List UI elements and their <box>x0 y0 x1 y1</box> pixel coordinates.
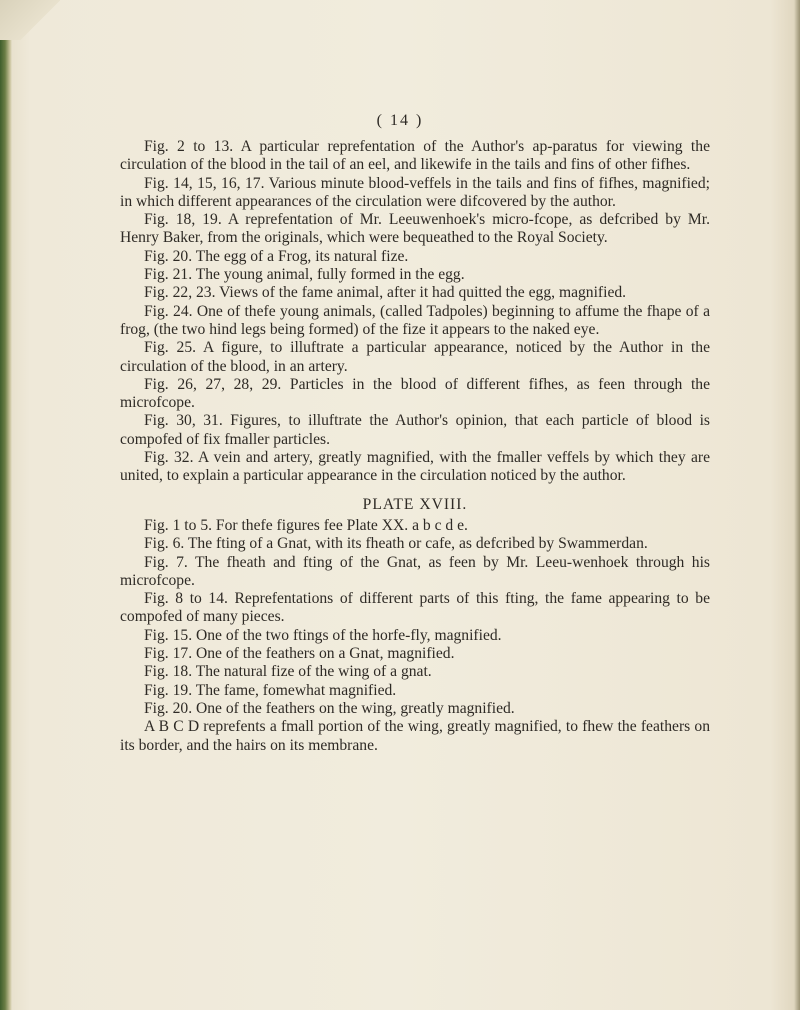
figure-description: Fig. 8 to 14. Reprefentations of different parts of this fting, the fame appearing to be compofed of many pieces. <box>120 590 710 626</box>
figure-description: Fig. 7. The fheath and fting of the Gnat, as feen by Mr. Leeu-wenhoek through his microfcope. <box>120 553 710 589</box>
page-body <box>120 138 710 755</box>
figure-description: Fig. 1 to 5. For thefe figures fee Plate XX. a b c d e. <box>144 516 468 534</box>
page-binding-edge <box>0 0 12 1010</box>
figure-description: Fig. 15. One of the two ftings of the horfe-fly, magnified. <box>144 626 502 644</box>
figure-description: Fig. 6. The fting of a Gnat, with its fheath or cafe, as defcribed by Swammerdan. <box>144 535 648 553</box>
figure-description: Fig. 18. The natural fize of the wing of a gnat. <box>144 663 432 681</box>
plate-heading: PLATE XVIII. <box>362 495 468 513</box>
page-right-edge <box>794 0 800 1010</box>
figure-description: Fig. 17. One of the feathers on a Gnat, magnified. <box>144 645 455 663</box>
figure-description: Fig. 18, 19. A reprefentation of Mr. Leeuwenhoek's micro-fcope, as defcribed by Mr. Henry Baker, from the originals, which were bequeathed to the Royal Society. <box>120 211 710 247</box>
figure-description: A B C D reprefents a fmall portion of the wing, greatly magnified, to fhew the feathers on its border, and the hairs on its membrane. <box>120 718 710 754</box>
figure-description: Fig. 26, 27, 28, 29. Particles in the blood of different fifhes, as feen through the microfcope. <box>120 375 710 412</box>
figure-description: Fig. 2 to 13. A particular reprefentation of the Author's ap-paratus for viewing the circulation of the blood in the tail of an eel, and likewife in the tails and fins of other fifhes. <box>120 138 710 174</box>
page-fold-corner <box>0 0 60 40</box>
figure-description: Fig. 20. The egg of a Frog, its natural fize. <box>144 247 409 265</box>
figure-description: Fig. 21. The young animal, fully formed in the egg. <box>144 266 465 284</box>
figure-description: Fig. 20. One of the feathers on the wing, greatly magnified. <box>144 699 515 717</box>
figure-description: Fig. 30, 31. Figures, to illuftrate the Author's opinion, that each particle of blood is compofed of fix fmaller particles. <box>120 412 710 448</box>
figure-description: Fig. 14, 15, 16, 17. Various minute blood-veffels in the tails and fins of fifhes, magnified; in which different appearances of the circulation were difcovered by the author. <box>120 174 710 210</box>
figure-description: Fig. 22, 23. Views of the fame animal, after it had quitted the egg, magnified. <box>144 284 627 302</box>
page-number: ( 14 ) <box>376 112 424 129</box>
figure-description: Fig. 32. A vein and artery, greatly magnified, with the fmaller veffels by which they are united, to explain a particular appearance in the circulation noticed by the author. <box>120 449 710 485</box>
figure-description: Fig. 19. The fame, fomewhat magnified. <box>144 681 397 699</box>
figure-description: Fig. 24. One of thefe young animals, (called Tadpoles) beginning to affume the fhape of a frog, (the two hind legs being formed) of the fize it appears to the naked eye. <box>120 302 710 338</box>
figure-description: Fig. 25. A figure, to illuftrate a particular appearance, noticed by the Author in the circulation of the blood, in an artery. <box>120 339 710 375</box>
